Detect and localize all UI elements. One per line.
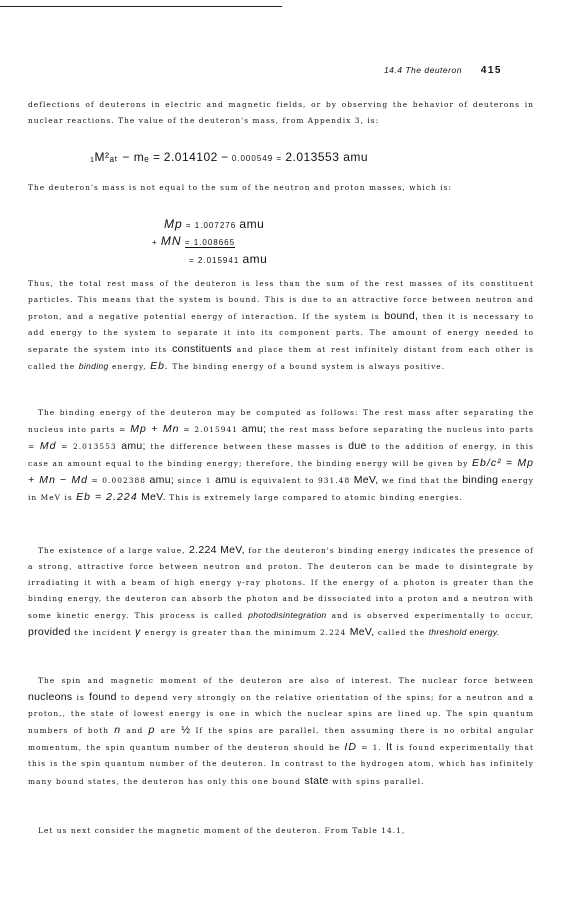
running-header (384, 65, 502, 76)
p4-text-c: the rest mass before separating the nucleus into parts = (28, 425, 535, 452)
p6-text-e: = 1. (361, 743, 382, 753)
p6-and: and (126, 726, 144, 736)
p5-text-a: The existence of a large value, (38, 546, 186, 555)
p5-photodisintegration-term: photodisintegration (248, 610, 327, 621)
p3-text-d: energy, (111, 362, 147, 372)
p3-binding-term: binding (78, 361, 109, 372)
p6-text-g: with spins parallel. (332, 776, 425, 786)
p4-mev-1: MeV, (353, 474, 379, 487)
p6-text-a: The spin and magnetic moment of the deuteron are also of interest. The nuclear force between (38, 676, 534, 685)
p3-text-e: The binding energy of a bound system is always positive. (172, 362, 446, 372)
paragraph-bound-system (28, 276, 534, 376)
p3-bound: bound, (384, 310, 419, 323)
p4-amu-3: amu; (149, 474, 175, 487)
mp-value: = 1.007276 (185, 221, 237, 230)
p3-eb-symbol: Eb. (150, 360, 169, 373)
mn-plus: + (152, 238, 158, 247)
p5-gamma-symbol: γ (135, 626, 142, 639)
p5-text-d: the incident (74, 628, 132, 638)
page-number: 415 (480, 65, 502, 76)
p4-text-f: to the addition of energy, in this case an amount equal to the binding energy; therefore, the binding energy will be given by (28, 442, 535, 469)
p6-text-c: to depend very strongly on the relative orientation of the spins; for a neutron and a proton,, the state of lowest energy is one in which the nuclear spins are lined up. The spin quantum numbers of both (28, 693, 535, 736)
p6-text-d: If the spins are parallel, then assuming there is no orbital angular momentum, the spin quantum number of the deuteron should be (28, 726, 535, 753)
p4-amu-4: amu (215, 474, 237, 487)
sum-unit: amu (242, 252, 268, 266)
p3-constituents: constituents (172, 343, 232, 356)
p6-nucleons: nucleons (28, 691, 73, 704)
mn-value: = 1.008665 (184, 238, 236, 247)
paragraph-binding-energy (28, 405, 534, 507)
p4-text-e: the difference between these masses is (150, 442, 344, 452)
equation-sum (189, 252, 267, 266)
p3-text-b: then it is necessary to add energy to the system to separate it into its component parts. The amount of energy needed to separate the system into its (28, 312, 534, 355)
paragraph-spin (28, 673, 534, 790)
p5-text-c: and is observed experimentally to occur, (331, 611, 535, 621)
eq1-value2: 0.000549 (231, 154, 274, 163)
mass-sum-text: The deuteron's mass is not equal to the sum of the neutron and proton masses, which is: (28, 183, 453, 192)
intro-text: deflections of deuterons in electric and magnetic fields, or by observing the behavior of deuterons in nuclear reactions. The value of the deuteron's mass, from Appendix 3, is: (28, 100, 534, 126)
paragraph-intro (28, 97, 534, 129)
p6-it: It (385, 741, 393, 754)
p4-mev-2: MeV. (141, 491, 166, 504)
paragraph-mass-sum (28, 180, 534, 196)
p4-formula-4: Eb = 2.224 (76, 491, 138, 504)
eq1-value1: 2.014102 (163, 150, 218, 164)
p4-text-k: energy in MeV is (28, 476, 535, 503)
p6-id-symbol: ID (344, 741, 358, 754)
p4-formula-1: Mp + Mn (130, 423, 180, 436)
section-title: 14.4 The deuteron (383, 65, 462, 75)
p4-text-b: = 2.015941 (183, 425, 239, 435)
p4-binding: binding (462, 474, 499, 487)
p4-text-j: we find that the (382, 476, 459, 486)
p4-text-d: = 2.013553 (61, 442, 117, 452)
eq1-result: 2.013553 amu (285, 150, 369, 164)
top-rule (0, 6, 282, 7)
p4-formula-2: Md (39, 440, 57, 453)
p4-text-h: since 1 (177, 476, 212, 486)
equation-deuteron-mass (90, 150, 368, 164)
p5-mev: MeV, (349, 626, 375, 639)
p6-are: are (160, 726, 177, 736)
p5-threshold-term: threshold energy. (428, 627, 500, 638)
mp-symbol: Mp (164, 217, 183, 231)
p4-formula-3: Eb/c² = Mp + Mn − Md (28, 457, 535, 487)
p6-n-symbol: n (114, 724, 122, 737)
p4-text-l: This is extremely large compared to atomic binding energies. (169, 493, 464, 503)
eq1-lhs: ₁M²ₐₜ − mₑ = (90, 150, 161, 164)
p4-text-i: is equivalent to 931.48 (239, 476, 351, 486)
p5-text-f: called the (377, 628, 426, 638)
p5-text-e: energy is greater than the minimum 2.224 (144, 628, 347, 638)
p4-amu-2: amu; (121, 440, 146, 453)
equation-mn (152, 234, 235, 248)
eq1-op: − (221, 150, 229, 164)
p6-text-f: is found experimentally that this is the spin quantum number of the deuteron. In contrast to the hydrogen atom, which has infinitely many bound states, the deuteron has only this one bound (28, 743, 534, 786)
p3-text-a: Thus, the total rest mass of the deuteron is less than the sum of the rest masses of its constituent particles. This means that the system is bound. This is due to an attractive force between neutron and proton, and a negative potential energy of interaction. If the system is (28, 279, 534, 322)
p4-text-a: The binding energy of the deuteron may be computed as follows: The rest mass after separating the nucleus into parts = (28, 408, 534, 435)
p4-due: due (348, 440, 367, 453)
p6-state: state (304, 774, 329, 787)
p6-text-b: is (76, 693, 85, 703)
paragraph-magnetic-moment (28, 823, 534, 839)
p4-amu-1: amu; (241, 423, 267, 436)
p5-value: 2.224 MeV, (189, 544, 245, 556)
paragraph-photodisintegration (28, 542, 534, 642)
p4-text-g: = 0.002388 (91, 476, 146, 486)
sum-value: = 2.015941 (189, 256, 240, 265)
eq1-equals: = (276, 154, 283, 163)
equation-mp (164, 217, 264, 231)
mn-symbol: MN (160, 234, 182, 248)
p6-found: found (88, 691, 117, 704)
p5-provided: provided (28, 626, 71, 639)
p3-text-c: and place them at rest infinitely distant from each other is called the (28, 345, 534, 372)
p7-text: Let us next consider the magnetic moment of the deuteron. From Table 14.1, (38, 826, 406, 835)
p5-text-b: for the deuteron's binding energy indicates the presence of a strong, attractive force between neutron and proton. The deuteron can be made to disintegrate by irradiating it with a beam of high energy γ-ray photons. If the energy of a photon is greater than the binding energy, the deuteron can absorb the photon and be dissociated into a proton and a neutron with some kinetic energy. This process is called (28, 546, 534, 621)
p6-p-symbol: p (148, 724, 156, 737)
p6-half: ½ (181, 724, 191, 737)
mp-unit: amu (239, 217, 265, 231)
